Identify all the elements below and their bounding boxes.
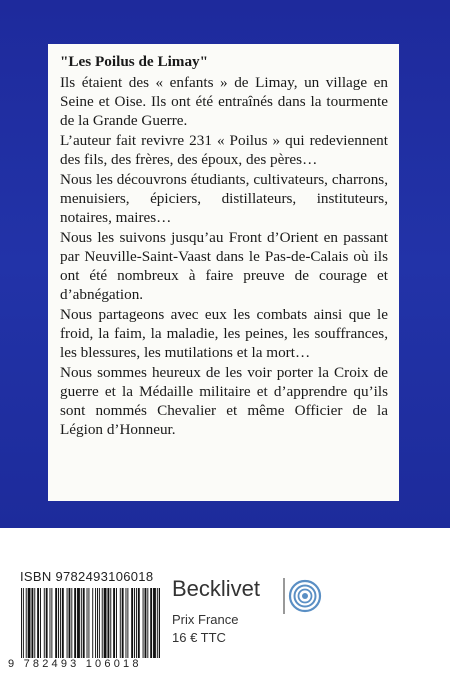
price-value: 16 € TTC bbox=[172, 630, 226, 645]
barcode-digits: 9 782493 106018 bbox=[8, 658, 142, 670]
back-cover-text-panel bbox=[48, 44, 399, 501]
summary-paragraph: Ils étaient des « enfants » de Limay, un village en Seine et Oise. Ils ont été entraînés dans la tourmente de la Grande Guerre. bbox=[60, 74, 388, 129]
publisher-name: Becklivet bbox=[172, 576, 261, 601]
summary-paragraph: Nous les découvrons étudiants, cultivateurs, charrons, menuisiers, épiciers, distillateurs, instituteurs, notaires, maires… bbox=[60, 171, 388, 226]
publisher-logo-icon bbox=[283, 576, 323, 616]
summary-paragraph: Nous partageons avec eux les combats ainsi que le froid, la faim, la maladie, les peines, les souffrances, les blessures, les mutilations et la mort… bbox=[60, 306, 388, 361]
book-title: "Les Poilus de Limay" bbox=[60, 53, 209, 70]
isbn-label: ISBN 9782493106018 bbox=[20, 569, 154, 584]
price-label: Prix France bbox=[172, 612, 239, 627]
summary-paragraph: Nous sommes heureux de les voir porter la Croix de guerre et la Médaille militaire et d’apprendre qu’ils sont nommés Chevalier et même Officier de la Légion d’Honneur. bbox=[60, 364, 388, 438]
summary-paragraph: Nous les suivons jusqu’au Front d’Orient en passant par Neuville-Saint-Vaast dans le Pas-de-Calais où ils ont été nombreux à faire preuve de courage et d’abnégation. bbox=[60, 229, 388, 303]
summary-paragraph: L’auteur fait revivre 231 « Poilus » qui redeviennent des fils, des frères, des époux, des pères… bbox=[60, 132, 388, 168]
barcode-image bbox=[20, 588, 160, 658]
